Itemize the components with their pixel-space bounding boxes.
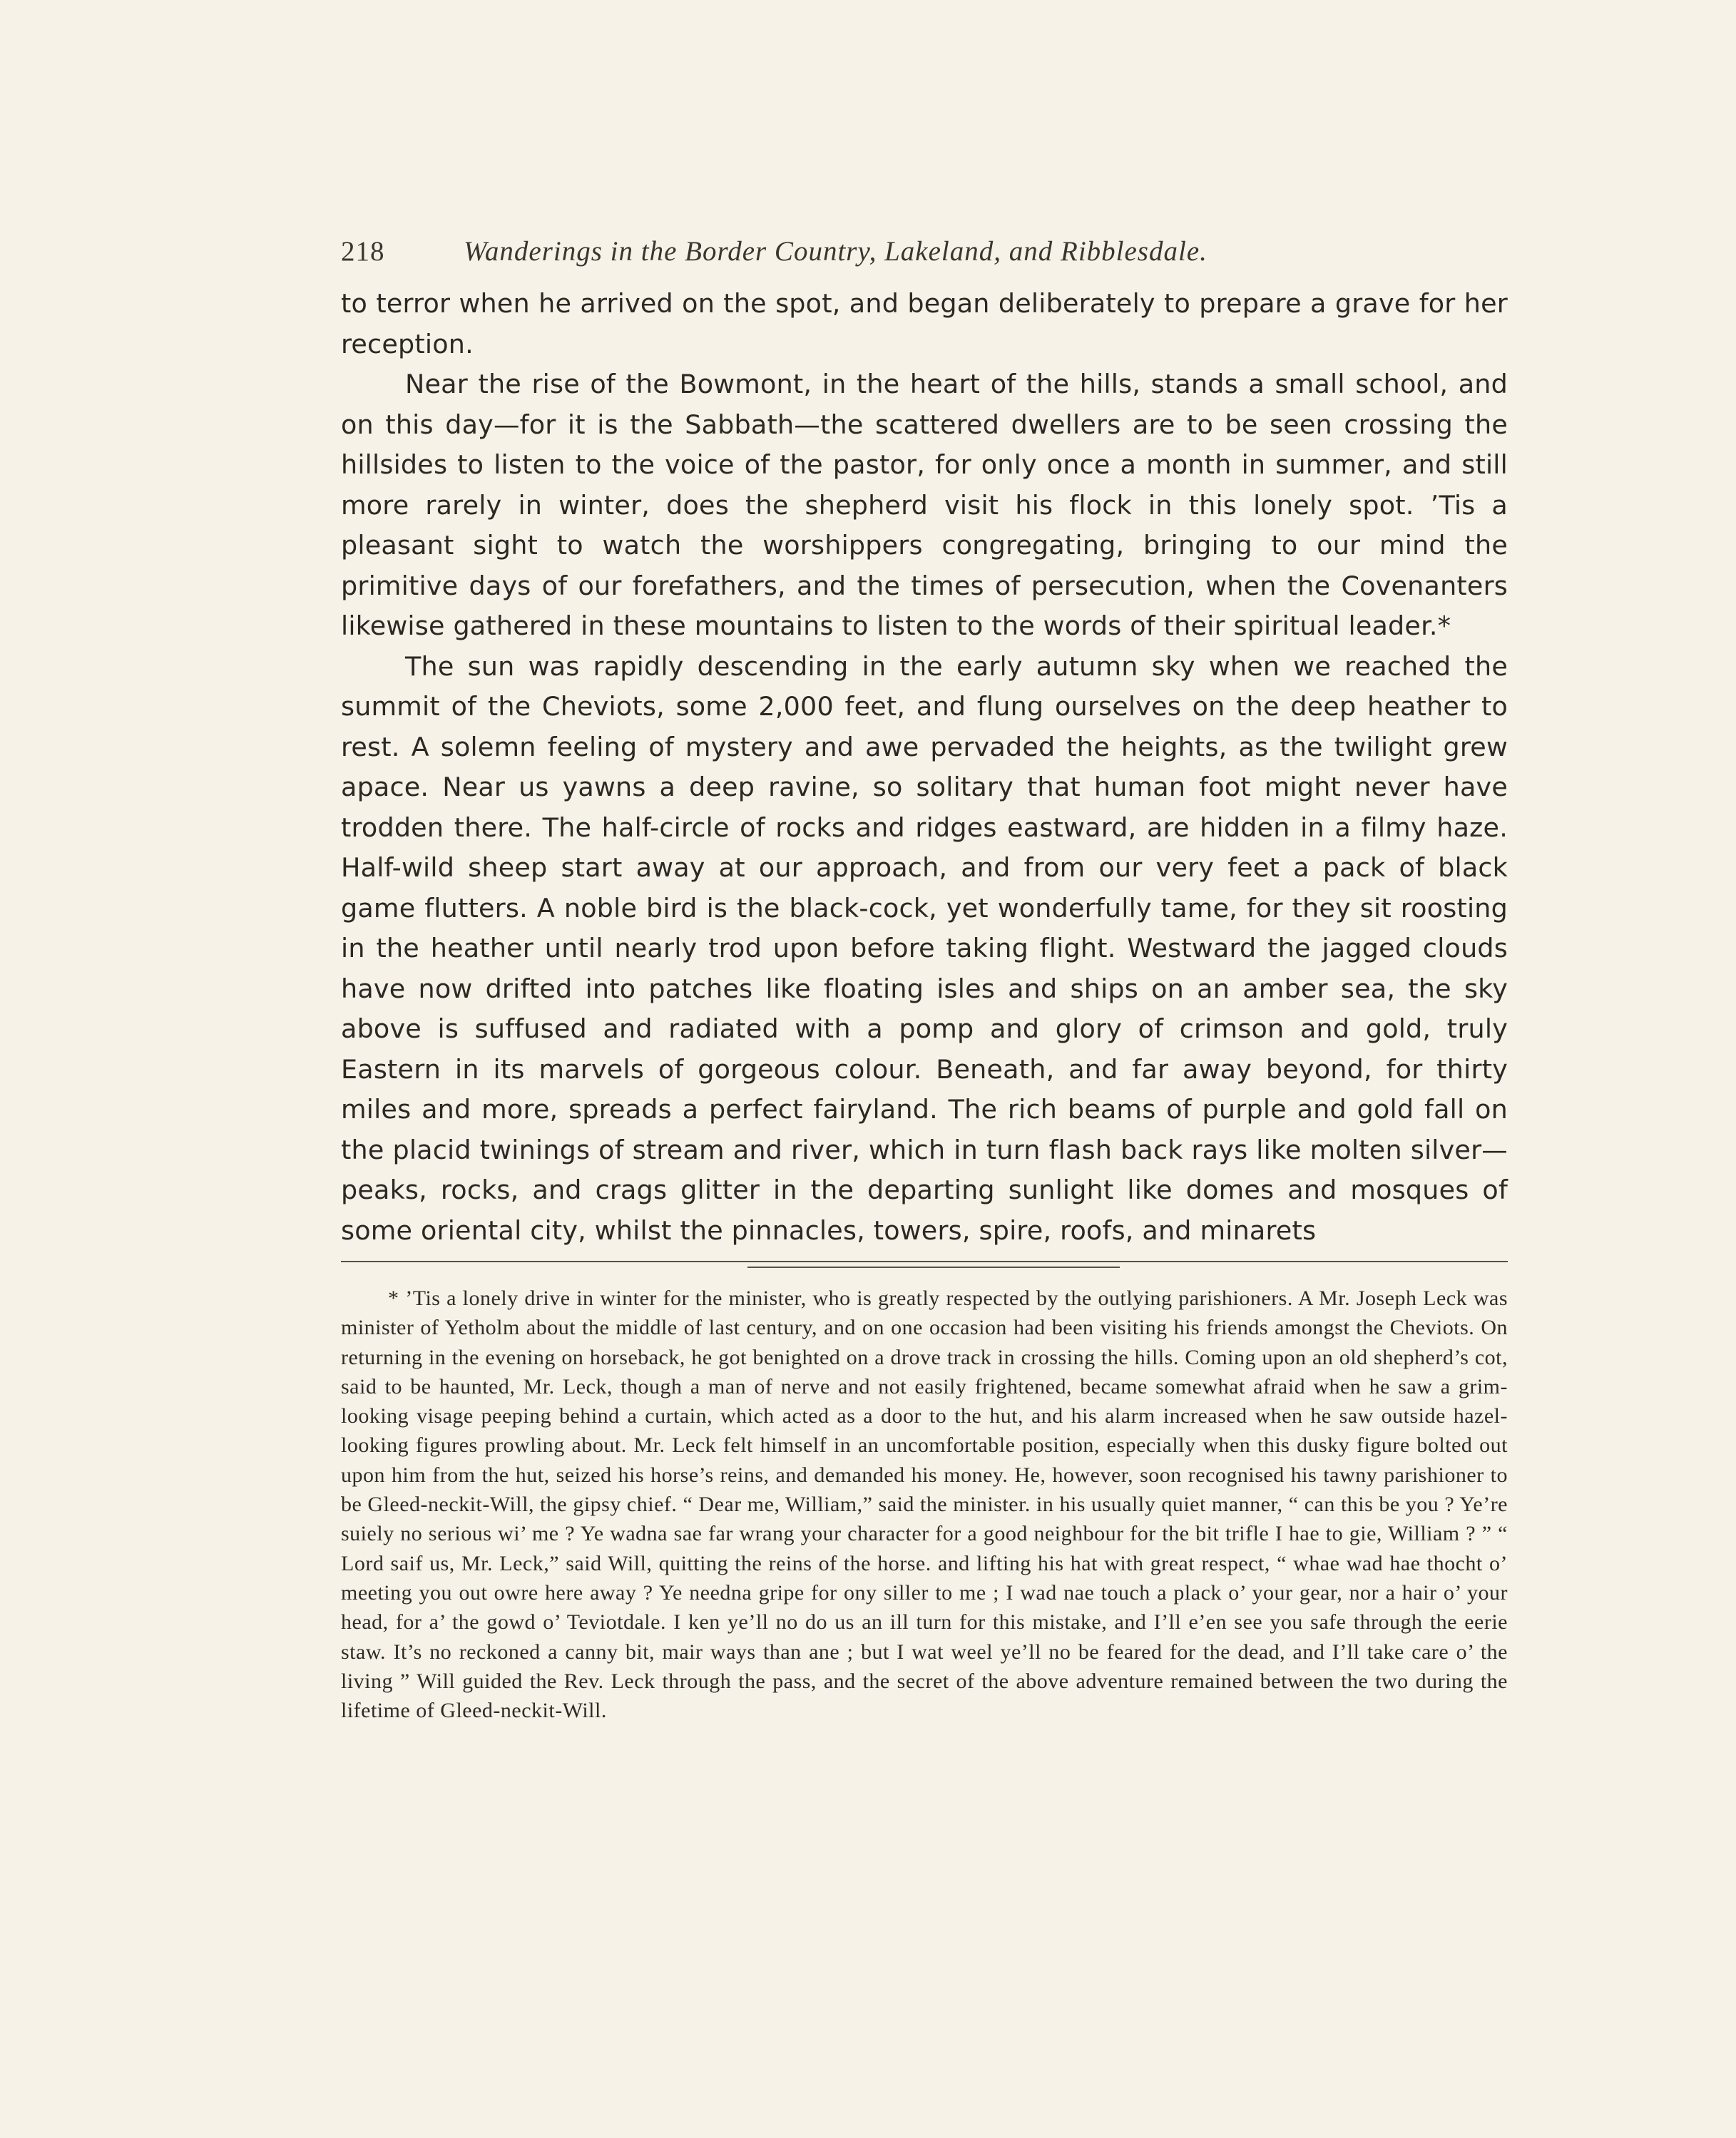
book-page <box>341 235 1508 1725</box>
paragraph-bowmont: Near the rise of the Bowmont, in the heart of the hills, stands a small school, and on this day—for it is the Sabbath—the scattered dwellers are to be seen crossing the hillsides to listen to the voice of the pastor, for only once a month in summer, and still more rarely in winter, does the shepherd visit his flock in this lonely spot. ’Tis a pleasant sight to watch the worshippers congregating, bringing to our mind the primitive days of our forefathers, and the times of persecution, when the Covenanters likewise gathered in these mountains to listen to the words of their spiritual leader.* <box>341 369 1508 641</box>
running-title: Wanderings in the Border Country, Lakeland, and Ribblesdale. <box>464 236 1207 267</box>
page-number: 218 <box>341 236 385 267</box>
footnote: * ’Tis a lonely drive in winter for the minister, who is greatly respected by the outlying parishioners. A Mr. Joseph Leck was minister of Yetholm about the middle of last century, and on one occasion had been visiting his friends amongst the Cheviots. On returning in the evening on horseback, he got benighted on a drove track in crossing the hills. Coming upon an old shepherd’s cot, said to be haunted, Mr. Leck, though a man of nerve and not easily frightened, became somewhat afraid when he saw a grim-looking visage peeping behind a curtain, which acted as a door to the hut, and his alarm increased when he saw outside hazel-looking figures prowling about. Mr. Leck felt himself in an uncomfortable position, especially when this dusky figure bolted out upon him from the hut, seized his horse’s reins, and demanded his money. He, however, soon recognised his tawny parishioner to be Gleed-neckit-Will, the gipsy chief. “ Dear me, William,” said the minister. in his usually quiet manner, “ can this be you ? Ye’re suiely no serious wi’ me ? Ye wadna sae far wrang your character for a good neighbour for the bit trifle I hae to gie, William ? ” “ Lord saif us, Mr. Leck,” said Will, quitting the reins of the horse. and lifting his hat with great respect, “ whae wad hae thocht o’ meeting you out owre here away ? Ye needna gripe for ony siller to me ; I wad nae touch a plack o’ your gear, nor a hair o’ your head, for a’ the gowd o’ Teviotdale. I ken ye’ll no do us an ill turn for this mistake, and I’ll e’en see you safe through the eerie staw. It’s no reckoned a canny bit, mair ways than ane ; but I wat weel ye’ll no be feared for the dead, and I’ll take care o’ the living ” Will guided the Rev. Leck through the pass, and the secret of the above adventure remained between the two during the lifetime of Gleed-neckit-Will. <box>341 1287 1508 1723</box>
paragraph-cheviots: The sun was rapidly descending in the early autumn sky when we reached the summit of the Cheviots, some 2,000 feet, and flung ourselves on the deep heather to rest. A solemn feeling of mystery and awe pervaded the heights, as the twilight grew apace. Near us yawns a deep ravine, so solitary that human foot might never have trodden there. The half-circle of rocks and ridges eastward, are hidden in a filmy haze. Half-wild sheep start away at our approach, and from our very feet a pack of black game flutters. A noble bird is the black-cock, yet wonderfully tame, for they sit roosting in the heather until nearly trod upon before taking flight. Westward the jagged clouds have now drifted into patches like floating isles and ships on an amber sea, the sky above is suffused and radiated with a pomp and glory of crimson and gold, truly Eastern in its marvels of gorgeous colour. Beneath, and far away beyond, for thirty miles and more, spreads a perfect fairyland. The rich beams of purple and gold fall on the placid twinings of stream and river, which in turn flash back rays like molten silver—peaks, rocks, and crags glitter in the departing sunlight like domes and mosques of some oriental city, whilst the pinnacles, towers, spire, roofs, and minarets <box>341 650 1508 1246</box>
footnote-divider <box>341 1257 1508 1271</box>
paragraph-continuation: to terror when he arrived on the spot, and began deliberately to prepare a grave for her reception. <box>341 288 1508 359</box>
divider-short-line <box>747 1267 1120 1268</box>
running-head <box>341 235 1508 275</box>
body-text <box>341 284 1508 1251</box>
divider-line <box>341 1261 1508 1262</box>
